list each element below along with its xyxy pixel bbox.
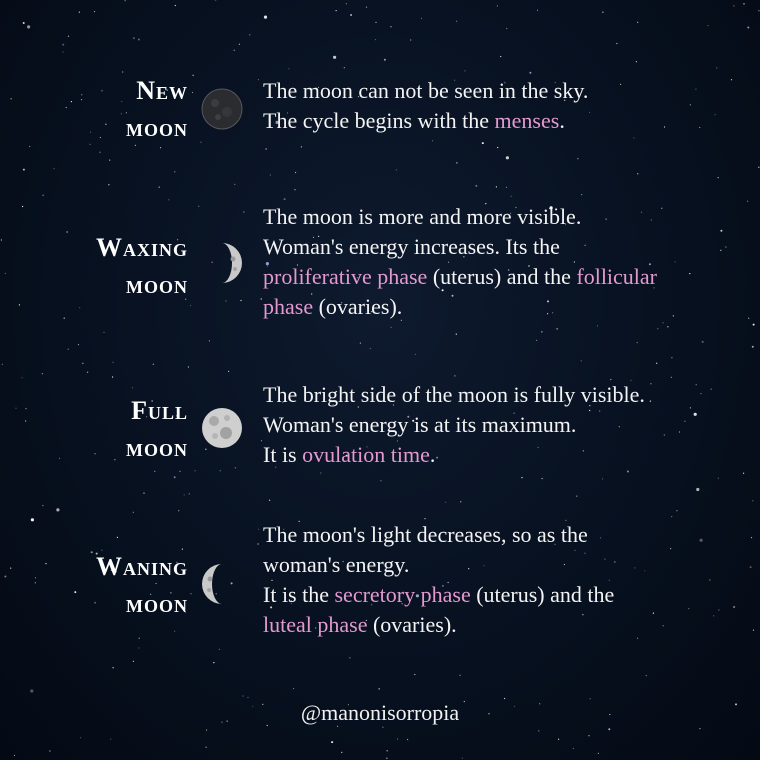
- description-line: [263, 610, 743, 640]
- star: [667, 326, 668, 327]
- star: [100, 137, 101, 138]
- star: [215, 0, 216, 1]
- description-text: (ovaries).: [367, 612, 457, 637]
- phase-label-line1: Waning: [95, 552, 188, 581]
- star: [219, 649, 220, 650]
- phase-description: [263, 380, 743, 470]
- star: [266, 148, 267, 149]
- star: [23, 169, 25, 171]
- star: [331, 741, 333, 743]
- star: [506, 28, 507, 29]
- phase-label: [96, 548, 188, 622]
- star: [637, 173, 638, 174]
- star: [366, 7, 367, 8]
- description-text: .: [559, 108, 565, 133]
- star: [91, 551, 93, 553]
- star: [56, 508, 59, 511]
- star: [370, 348, 371, 349]
- star: [174, 476, 176, 478]
- star: [375, 22, 376, 23]
- star: [662, 322, 663, 323]
- star: [336, 10, 337, 11]
- star: [206, 747, 207, 748]
- description-text: It is the: [263, 582, 335, 607]
- phase-label-line2: moon: [126, 433, 188, 462]
- star: [511, 196, 512, 197]
- star: [608, 728, 610, 730]
- star: [29, 146, 30, 147]
- star: [133, 512, 134, 513]
- phase-label: [126, 392, 188, 466]
- star: [320, 472, 321, 473]
- star: [143, 493, 144, 494]
- star: [497, 147, 498, 148]
- star: [636, 61, 637, 62]
- star: [133, 661, 134, 662]
- star: [19, 304, 20, 305]
- waxing-crescent-icon: [200, 241, 244, 285]
- star: [240, 300, 241, 301]
- star: [1, 239, 2, 240]
- star: [105, 124, 106, 125]
- star: [242, 695, 243, 696]
- star: [696, 488, 699, 491]
- description-text: woman's energy.: [263, 552, 410, 577]
- star: [4, 576, 6, 578]
- star: [94, 11, 95, 12]
- star: [752, 346, 754, 348]
- star: [90, 132, 91, 133]
- description-text: The cycle begins with the: [263, 108, 495, 133]
- star: [258, 529, 259, 530]
- star: [752, 500, 753, 501]
- star: [174, 171, 175, 172]
- star: [288, 68, 289, 69]
- star: [397, 738, 398, 739]
- star: [598, 753, 599, 754]
- star: [671, 357, 672, 358]
- star: [597, 325, 598, 326]
- star: [14, 755, 15, 756]
- star: [110, 739, 111, 740]
- star: [121, 113, 122, 114]
- star: [460, 501, 461, 502]
- star: [743, 473, 744, 474]
- description-text: (uterus) and the: [470, 582, 615, 607]
- star: [67, 231, 68, 232]
- highlighted-term: ovulation time: [302, 442, 430, 467]
- star: [42, 505, 43, 506]
- star: [103, 332, 104, 333]
- star: [87, 372, 88, 373]
- star: [581, 360, 582, 361]
- star: [333, 56, 336, 59]
- star: [382, 727, 383, 728]
- star: [396, 169, 397, 170]
- star: [747, 201, 748, 202]
- star: [747, 27, 749, 29]
- star: [415, 354, 416, 355]
- star: [80, 737, 81, 738]
- star: [716, 67, 717, 68]
- star: [81, 99, 82, 100]
- star: [49, 750, 50, 751]
- star: [718, 478, 719, 479]
- star: [79, 307, 80, 308]
- star: [702, 341, 704, 343]
- star: [30, 689, 33, 692]
- star: [138, 39, 140, 41]
- star: [270, 174, 271, 175]
- star: [11, 98, 12, 99]
- star: [206, 729, 207, 730]
- star: [190, 593, 191, 594]
- phase-label-line2: moon: [126, 270, 188, 299]
- star: [269, 500, 270, 501]
- phase-label-line1: New: [136, 76, 188, 105]
- star: [154, 471, 155, 472]
- full-moon-icon: [200, 406, 244, 450]
- phase-label: [126, 72, 188, 146]
- author-handle: @manonisorropia: [300, 700, 460, 725]
- star: [78, 344, 79, 345]
- phase-label-line2: moon: [126, 589, 188, 618]
- star: [750, 566, 752, 568]
- star: [234, 50, 235, 51]
- star: [616, 43, 617, 44]
- description-text: The moon is more and more visible.: [263, 204, 582, 229]
- description-text: .: [429, 442, 436, 467]
- star: [5, 273, 6, 274]
- star: [414, 674, 415, 675]
- star: [249, 34, 250, 35]
- star: [344, 67, 345, 68]
- star: [239, 44, 240, 45]
- star: [25, 420, 26, 421]
- star: [243, 211, 244, 212]
- star: [228, 371, 229, 372]
- star: [657, 328, 658, 329]
- star: [295, 172, 296, 173]
- star: [23, 22, 25, 24]
- star: [220, 470, 221, 471]
- star: [387, 750, 388, 751]
- star: [133, 37, 135, 39]
- star: [421, 18, 422, 19]
- star: [71, 101, 72, 102]
- star: [573, 748, 574, 749]
- star: [301, 146, 302, 147]
- star: [54, 168, 55, 169]
- star: [81, 94, 82, 95]
- description-line: [263, 520, 743, 550]
- star: [193, 75, 194, 76]
- star: [462, 758, 463, 759]
- star: [198, 206, 199, 207]
- star: [35, 582, 36, 583]
- star: [121, 101, 122, 102]
- star: [25, 408, 26, 409]
- highlighted-term: proliferative phase: [263, 264, 428, 289]
- star: [284, 198, 286, 200]
- star: [500, 56, 501, 57]
- star: [460, 675, 461, 676]
- star: [31, 518, 34, 521]
- star: [558, 739, 559, 740]
- star: [497, 5, 498, 6]
- star: [125, 0, 126, 1]
- star: [66, 107, 67, 108]
- star: [59, 458, 60, 459]
- description-line: [263, 202, 743, 232]
- star: [656, 363, 657, 364]
- star: [117, 537, 118, 538]
- star: [122, 71, 123, 72]
- description-line: [263, 232, 743, 262]
- star: [113, 362, 114, 363]
- star: [45, 563, 46, 564]
- star: [557, 328, 558, 329]
- star: [588, 735, 589, 736]
- star: [390, 26, 391, 27]
- star: [64, 318, 65, 319]
- star: [506, 187, 507, 188]
- star: [633, 137, 634, 138]
- star: [200, 142, 201, 143]
- star: [179, 471, 180, 472]
- phase-label-line2: moon: [126, 113, 188, 142]
- description-line: [263, 262, 743, 292]
- star: [733, 5, 734, 6]
- star: [43, 195, 44, 196]
- star: [341, 752, 342, 753]
- highlighted-term: menses: [494, 108, 560, 133]
- star: [386, 758, 387, 759]
- new-moon-icon: [200, 87, 244, 131]
- star: [82, 363, 83, 364]
- star: [264, 16, 267, 19]
- star: [258, 79, 259, 80]
- star: [506, 156, 509, 159]
- star: [90, 144, 91, 145]
- star: [380, 480, 381, 481]
- description-text: The bright side of the moon is fully visible.: [263, 382, 645, 407]
- star: [184, 494, 185, 495]
- star: [602, 478, 603, 479]
- star: [671, 377, 672, 378]
- star: [753, 630, 754, 631]
- star: [346, 3, 347, 4]
- star: [294, 189, 295, 190]
- highlighted-term: secretory phase: [334, 582, 471, 607]
- description-text: Woman's energy is at its maximum.: [263, 412, 577, 437]
- description-line: [263, 410, 743, 440]
- star: [189, 493, 190, 494]
- phase-label-line1: Full: [131, 396, 188, 425]
- star: [410, 39, 411, 40]
- star: [35, 577, 36, 578]
- star: [114, 459, 115, 460]
- phase-description: [263, 76, 743, 136]
- description-line: [263, 292, 743, 322]
- star: [62, 51, 63, 52]
- description-text: It is: [263, 442, 303, 467]
- star: [360, 343, 361, 344]
- star: [74, 591, 76, 593]
- star: [748, 318, 749, 319]
- star: [21, 377, 22, 378]
- star: [602, 12, 603, 13]
- description-line: [263, 440, 743, 470]
- star: [541, 331, 542, 332]
- description-line: [263, 580, 743, 610]
- star: [68, 36, 69, 37]
- star: [718, 177, 719, 178]
- star: [22, 206, 23, 207]
- description-text: Woman's energy increases. Its the: [263, 234, 560, 259]
- star: [758, 10, 759, 11]
- star: [456, 334, 457, 335]
- star: [521, 477, 522, 478]
- star: [234, 184, 235, 185]
- star: [68, 349, 69, 350]
- star: [195, 470, 196, 471]
- description-text: (ovaries).: [313, 294, 403, 319]
- star: [113, 667, 114, 668]
- description-text: (uterus) and the: [427, 264, 577, 289]
- star: [235, 467, 236, 468]
- star: [349, 657, 350, 658]
- star: [743, 3, 744, 4]
- star: [160, 147, 161, 148]
- star: [27, 25, 30, 28]
- star: [445, 502, 446, 503]
- star: [190, 305, 191, 306]
- star: [456, 162, 457, 163]
- phase-label: [96, 229, 188, 303]
- star: [391, 327, 392, 328]
- star: [10, 568, 11, 569]
- star: [482, 142, 484, 144]
- star: [537, 10, 538, 11]
- star: [504, 698, 505, 699]
- description-line: [263, 106, 743, 136]
- star: [261, 440, 262, 441]
- highlighted-term: phase: [263, 294, 314, 319]
- star: [496, 186, 497, 187]
- star: [213, 662, 214, 663]
- star: [15, 408, 16, 409]
- star: [168, 199, 169, 200]
- description-line: [263, 380, 743, 410]
- phase-description: [263, 520, 743, 640]
- star: [138, 647, 139, 648]
- star: [258, 543, 259, 544]
- star: [225, 300, 226, 301]
- star: [261, 298, 262, 299]
- star: [178, 510, 179, 511]
- description-text: The moon's light decreases, so as the: [263, 522, 588, 547]
- star: [379, 688, 380, 689]
- star: [153, 364, 154, 365]
- star: [94, 453, 95, 454]
- star: [2, 364, 3, 365]
- star: [708, 25, 709, 26]
- star: [454, 375, 455, 376]
- star: [108, 184, 109, 185]
- star: [132, 387, 133, 388]
- star: [581, 194, 582, 195]
- star: [637, 342, 638, 343]
- star: [676, 510, 677, 511]
- star: [646, 675, 647, 676]
- star: [576, 496, 577, 497]
- star: [627, 471, 629, 473]
- star: [384, 59, 386, 61]
- highlighted-term: follicular: [576, 264, 658, 289]
- star: [758, 167, 759, 168]
- star: [637, 22, 638, 23]
- star: [671, 516, 672, 517]
- highlighted-term: luteal phase: [263, 612, 368, 637]
- star: [139, 638, 140, 639]
- star: [542, 478, 543, 479]
- star: [375, 39, 376, 40]
- star: [475, 185, 477, 187]
- star: [175, 5, 176, 6]
- star: [456, 21, 457, 22]
- star: [112, 376, 113, 377]
- star: [751, 537, 752, 538]
- star: [62, 44, 64, 46]
- star: [699, 728, 700, 729]
- star: [188, 366, 189, 367]
- star: [407, 739, 408, 740]
- star: [536, 340, 537, 341]
- star: [464, 70, 465, 71]
- star: [174, 631, 175, 632]
- star: [79, 12, 80, 13]
- star: [529, 72, 531, 74]
- star: [577, 158, 578, 159]
- star: [42, 373, 43, 374]
- star: [247, 697, 248, 698]
- star: [293, 688, 294, 689]
- star: [109, 160, 110, 161]
- description-line: [263, 550, 743, 580]
- phase-label-line1: Waxing: [95, 233, 188, 262]
- star: [101, 90, 102, 91]
- description-text: The moon can not be seen in the sky.: [263, 78, 589, 103]
- description-line: [263, 76, 743, 106]
- star: [192, 92, 193, 93]
- waning-crescent-icon: [200, 562, 244, 606]
- phase-description: [263, 202, 743, 322]
- star: [159, 187, 160, 188]
- star: [753, 324, 755, 326]
- star: [209, 340, 210, 341]
- star: [99, 152, 100, 153]
- star: [350, 14, 352, 16]
- star: [432, 140, 433, 141]
- star: [538, 730, 539, 731]
